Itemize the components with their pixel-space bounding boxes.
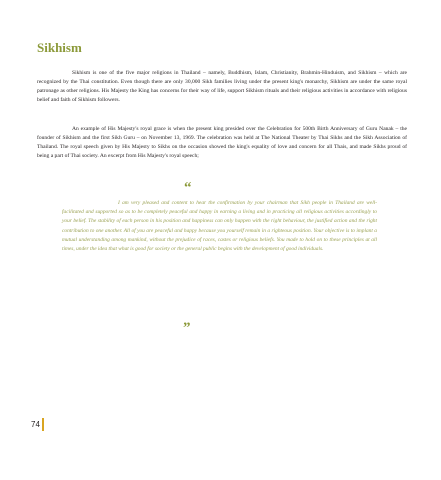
body-paragraph: Sikhism is one of the five major religions in Thailand – namely, Buddhism, Islam, Christianity, Brahmin-Hinduism, and Sikhism – which are recognized by the Thai constitution. Even though there are only 30,000 Sikh families living under the present king's monarchy, Sikhism are under the same royal patronage as other religions. His Majesty the King has concerns for their way of life, support Sikhism rituals and their religious activities in accordance with religious belief and faith of Sikhism followers. [37, 70, 407, 104]
open-quote-icon: “ [184, 180, 192, 196]
royal-speech-quote: I am very pleased and content to hear the confirmation by your chairman that Sikh people in Thailand are well-facilitated and supported so as to be completely peaceful and happy in earning a living and in practicing all religious activities accordingly to your belief. The stability of each person in his position and happiness can only happen with the right behaviour, the justified action and the right contribution to one another. All of you are peaceful and happy because you yourself remain in a righteous position. Your objective is to implant a mutual understanding among mankind, without the prejudice of races, castes or religious beliefs. You made to hold on to these principles at all times, under the idea that what is good for society or the general public begins with the development of good individuals. [62, 200, 377, 253]
close-quote-icon: ” [183, 320, 191, 336]
page-number: 74 [31, 420, 40, 429]
body-paragraph: An example of His Majesty's royal grace is when the present king presided over the Celebration for 500th Birth Anniversary of Guru Nanak – the founder of Sikhism and the first Sikh Guru – on November 13, 1969. The celebration was held at The National Theater by Thai Sikhs and the Sikh Association of Thailand. The royal speech given by His Majesty to Sikhs on the occasion showed the king's equality of love and concern for all Thais, and made Sikhs proud of being a part of Thai society. An excerpt from His Majesty's royal speech; [37, 126, 407, 160]
page-title: Sikhism [37, 40, 82, 55]
page-number-bar [42, 418, 44, 431]
